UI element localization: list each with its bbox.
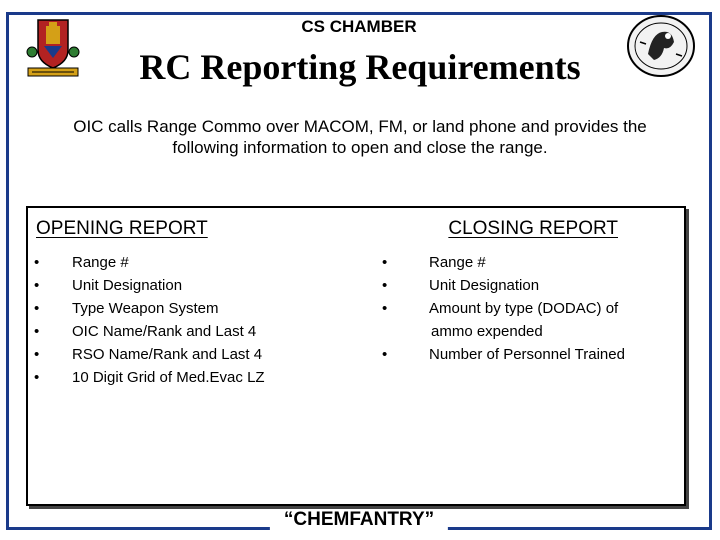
header-label: CS CHAMBER — [281, 17, 436, 37]
list-item: • Number of Personnel Trained — [382, 346, 625, 363]
closing-report-list — [382, 251, 672, 366]
list-item: • Amount by type (DODAC) of — [382, 300, 619, 317]
footer-label: “CHEMFANTRY” — [270, 509, 448, 531]
list-item: • Type Weapon System — [34, 300, 219, 317]
list-item: • Unit Designation — [34, 277, 183, 294]
list-item: • 10 Digit Grid of Med.Evac LZ — [34, 369, 265, 386]
list-item: • OIC Name/Rank and Last 4 — [34, 323, 257, 340]
list-item: • Range # — [382, 254, 486, 271]
list-item-continuation: ammo expended — [431, 323, 543, 340]
closing-report-title: CLOSING REPORT — [448, 218, 618, 239]
list-item: • Unit Designation — [382, 277, 540, 294]
intro-text: OIC calls Range Commo over MACOM, FM, or land phone and provides the following information to open and close the range. — [73, 117, 647, 157]
opening-report-title: OPENING REPORT — [36, 218, 208, 239]
page-title: RC Reporting Requirements — [139, 47, 581, 87]
list-item: • RSO Name/Rank and Last 4 — [34, 346, 263, 363]
report-box — [26, 206, 686, 506]
opening-report-list — [34, 251, 354, 389]
list-item: • Range # — [34, 254, 129, 271]
